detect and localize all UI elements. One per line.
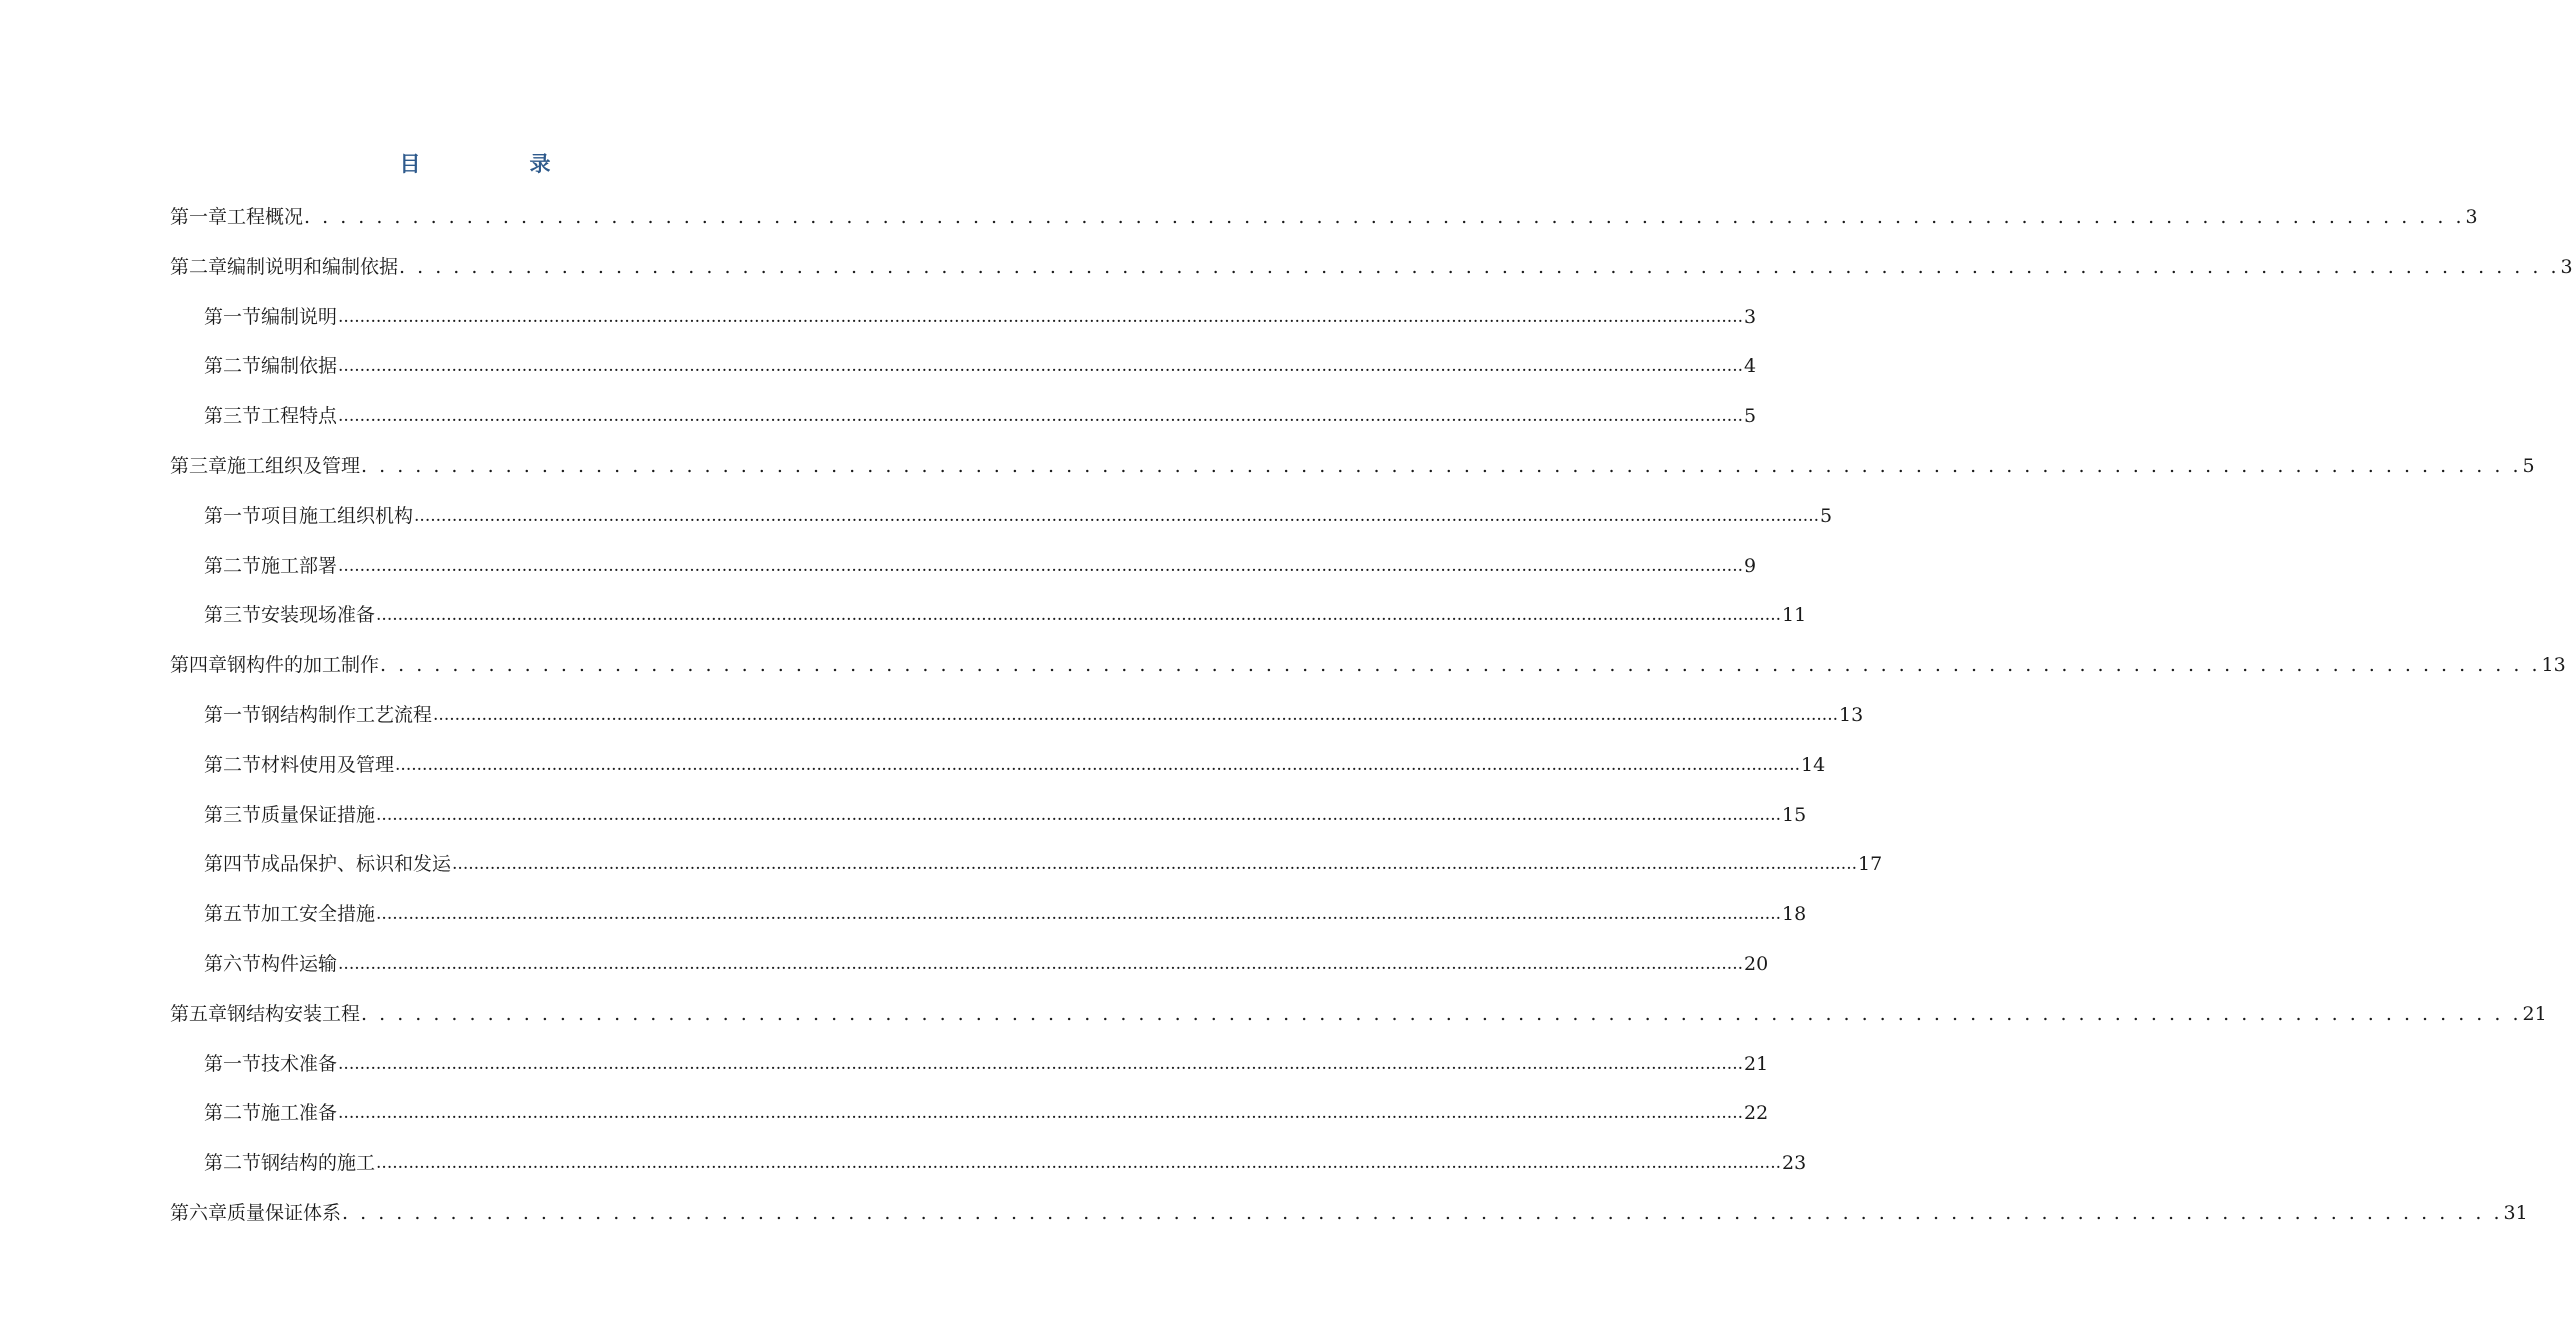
toc-entry-title: 质量保证体系 [227,1202,342,1224]
toc-dot-leader: . . . . . . . . . . . . . . . . . . . . . . . . . . . . . . . . . . . . . . . . . . . . . . . . . . . . . . . . . . . . . . . . . . . . . . . . . . . . . . . . . . . . . . . . . . . . . . . . . . . . . . . . . . . . . . . . . . . . . . . . [380,654,2541,676]
toc-entry-section[interactable] [204,899,1807,929]
toc-entry-chapter[interactable] [170,999,2547,1029]
toc-entry-page-number: 17 [1858,853,1883,875]
toc-dot-leader: .................................................................................................................................................................................................................................................................... [414,506,1820,526]
toc-entry-section[interactable] [204,351,1757,381]
toc-entry-page-number: 3 [2560,256,2573,278]
toc-entry-chapter[interactable] [170,252,2573,282]
toc-entry-number: 第三章 [170,455,228,477]
toc-dot-leader: .................................................................................................................................................................................................................................................................... [376,805,1782,825]
toc-entry-page-number: 21 [2522,1003,2547,1025]
toc-entry-page-number: 14 [1801,754,1826,776]
toc-entry-number: 第二节 [204,1152,262,1174]
toc-entry-section[interactable] [204,600,1807,630]
toc-entry-section[interactable] [204,551,1757,581]
toc-entry-title: 钢构件的加工制作 [227,654,380,676]
toc-entry-section[interactable] [204,750,1826,780]
toc-entry-title: 施工部署 [261,555,338,577]
toc-entry-page-number: 22 [1744,1102,1769,1124]
toc-entry-title: 编制依据 [261,355,338,377]
toc-entry-number: 第一节 [204,306,262,328]
toc-dot-leader: . . . . . . . . . . . . . . . . . . . . . . . . . . . . . . . . . . . . . . . . . . . . . . . . . . . . . . . . . . . . . . . . . . . . . . . . . . . . . . . . . . . . . . . . . . . . . . . . . . . . . . . . . . . . . . . . . . . . . . . . [304,206,2465,228]
toc-entry-page-number: 13 [1839,704,1864,726]
toc-entry-section[interactable] [204,302,1757,332]
toc-entry-title: 构件运输 [261,953,338,975]
toc-dot-leader: .................................................................................................................................................................................................................................................................... [338,556,1744,576]
toc-entry-number: 第一章 [170,206,228,228]
toc-entry-chapter[interactable] [170,451,2535,481]
toc-entry-page-number: 9 [1744,555,1757,577]
toc-entry-number: 第四节 [204,853,262,875]
toc-entry-title: 钢结构安装工程 [227,1003,361,1025]
toc-entry-number: 第一节 [204,704,262,726]
toc-dot-leader: .................................................................................................................................................................................................................................................................... [338,1103,1744,1123]
toc-entry-number: 第一节 [204,1053,262,1075]
toc-entry-number: 第二节 [204,555,262,577]
toc-entry-page-number: 11 [1782,604,1807,626]
toc-entry-number: 第六节 [204,953,262,975]
toc-entry-title: 技术准备 [261,1053,338,1075]
toc-entry-title: 质量保证措施 [261,804,376,826]
toc-entry-page-number: 3 [2465,206,2478,228]
toc-entry-title: 项目施工组织机构 [261,505,414,527]
toc-entry-section[interactable] [204,1148,1807,1178]
toc-entry-page-number: 13 [2541,654,2566,676]
toc-entry-section[interactable] [204,849,1883,879]
toc-entry-section[interactable] [204,800,1807,830]
toc-entry-page-number: 15 [1782,804,1807,826]
toc-entry-title: 材料使用及管理 [261,754,395,776]
toc-dot-leader: . . . . . . . . . . . . . . . . . . . . . . . . . . . . . . . . . . . . . . . . . . . . . . . . . . . . . . . . . . . . . . . . . . . . . . . . . . . . . . . . . . . . . . . . . . . . . . . . . . . . . . . . . . . . . . . . . . . . . . . . [399,256,2560,278]
toc-entry-chapter[interactable] [170,1198,2528,1228]
toc-entry-section[interactable] [204,1049,1769,1079]
toc-entry-number: 第二节 [204,355,262,377]
toc-entry-page-number: 18 [1782,903,1807,925]
toc-entry-number: 第四章 [170,654,228,676]
toc-entry-title: 成品保护、标识和发运 [261,853,452,875]
toc-entry-page-number: 21 [1744,1053,1769,1075]
toc-entry-chapter[interactable] [170,650,2566,680]
toc-entry-page-number: 5 [1820,505,1833,527]
toc-entry-number: 第二节 [204,754,262,776]
toc-entry-title: 钢结构的施工 [261,1152,376,1174]
toc-entry-section[interactable] [204,1098,1769,1128]
toc-entry-page-number: 5 [1744,405,1757,427]
toc-entry-number: 第三节 [204,804,262,826]
toc-dot-leader: . . . . . . . . . . . . . . . . . . . . . . . . . . . . . . . . . . . . . . . . . . . . . . . . . . . . . . . . . . . . . . . . . . . . . . . . . . . . . . . . . . . . . . . . . . . . . . . . . . . . . . . . . . . . . . . . . . . . . . . . [361,455,2522,477]
toc-entry-number: 第六章 [170,1202,228,1224]
toc-entry-chapter[interactable] [170,202,2478,232]
toc-entry-number: 第五章 [170,1003,228,1025]
toc-entry-page-number: 23 [1782,1152,1807,1174]
toc-entry-page-number: 3 [1744,306,1757,328]
toc-entry-title: 加工安全措施 [261,903,376,925]
toc-dot-leader: .................................................................................................................................................................................................................................................................... [338,307,1744,327]
toc-entry-number: 第三节 [204,405,262,427]
toc-dot-leader: . . . . . . . . . . . . . . . . . . . . . . . . . . . . . . . . . . . . . . . . . . . . . . . . . . . . . . . . . . . . . . . . . . . . . . . . . . . . . . . . . . . . . . . . . . . . . . . . . . . . . . . . . . . . . . . . . . . . . . . . [361,1003,2522,1025]
toc-dot-leader: .................................................................................................................................................................................................................................................................... [376,605,1782,625]
toc-entry-number: 第一节 [204,505,262,527]
toc-entry-title: 钢结构制作工艺流程 [261,704,433,726]
toc-entry-title: 工程特点 [261,405,338,427]
toc-entry-title: 施工组织及管理 [227,455,361,477]
toc-entry-section[interactable] [204,700,1864,730]
toc-dot-leader: .................................................................................................................................................................................................................................................................... [452,854,1858,874]
toc-entry-number: 第二节 [204,1102,262,1124]
toc-entry-page-number: 31 [2503,1202,2528,1224]
toc-dot-leader: .................................................................................................................................................................................................................................................................... [338,1054,1744,1074]
toc-dot-leader: .................................................................................................................................................................................................................................................................... [338,954,1744,974]
toc-entry-page-number: 5 [2522,455,2535,477]
toc-entry-number: 第三节 [204,604,262,626]
toc-entry-page-number: 4 [1744,355,1757,377]
toc-dot-leader: .................................................................................................................................................................................................................................................................... [338,356,1744,376]
toc-entry-section[interactable] [204,501,1833,531]
toc-entry-title: 编制说明和编制依据 [227,256,399,278]
toc-entry-title: 安装现场准备 [261,604,376,626]
toc-dot-leader: .................................................................................................................................................................................................................................................................... [376,1153,1782,1173]
toc-entry-number: 第二章 [170,256,228,278]
toc-dot-leader: .................................................................................................................................................................................................................................................................... [376,904,1782,924]
toc-title: 目 录 [399,151,595,176]
toc-dot-leader: .................................................................................................................................................................................................................................................................... [433,705,1839,725]
toc-dot-leader: .................................................................................................................................................................................................................................................................... [395,755,1801,775]
toc-entry-title: 编制说明 [261,306,338,328]
toc-dot-leader: . . . . . . . . . . . . . . . . . . . . . . . . . . . . . . . . . . . . . . . . . . . . . . . . . . . . . . . . . . . . . . . . . . . . . . . . . . . . . . . . . . . . . . . . . . . . . . . . . . . . . . . . . . . . . . . . . . . . . . . . [342,1202,2503,1224]
toc-entry-title: 施工准备 [261,1102,338,1124]
toc-dot-leader: .................................................................................................................................................................................................................................................................... [338,406,1744,426]
toc-entry-section[interactable] [204,949,1769,979]
toc-entry-section[interactable] [204,401,1757,431]
toc-entry-page-number: 20 [1744,953,1769,975]
toc-entry-number: 第五节 [204,903,262,925]
toc-entry-title: 工程概况 [227,206,304,228]
